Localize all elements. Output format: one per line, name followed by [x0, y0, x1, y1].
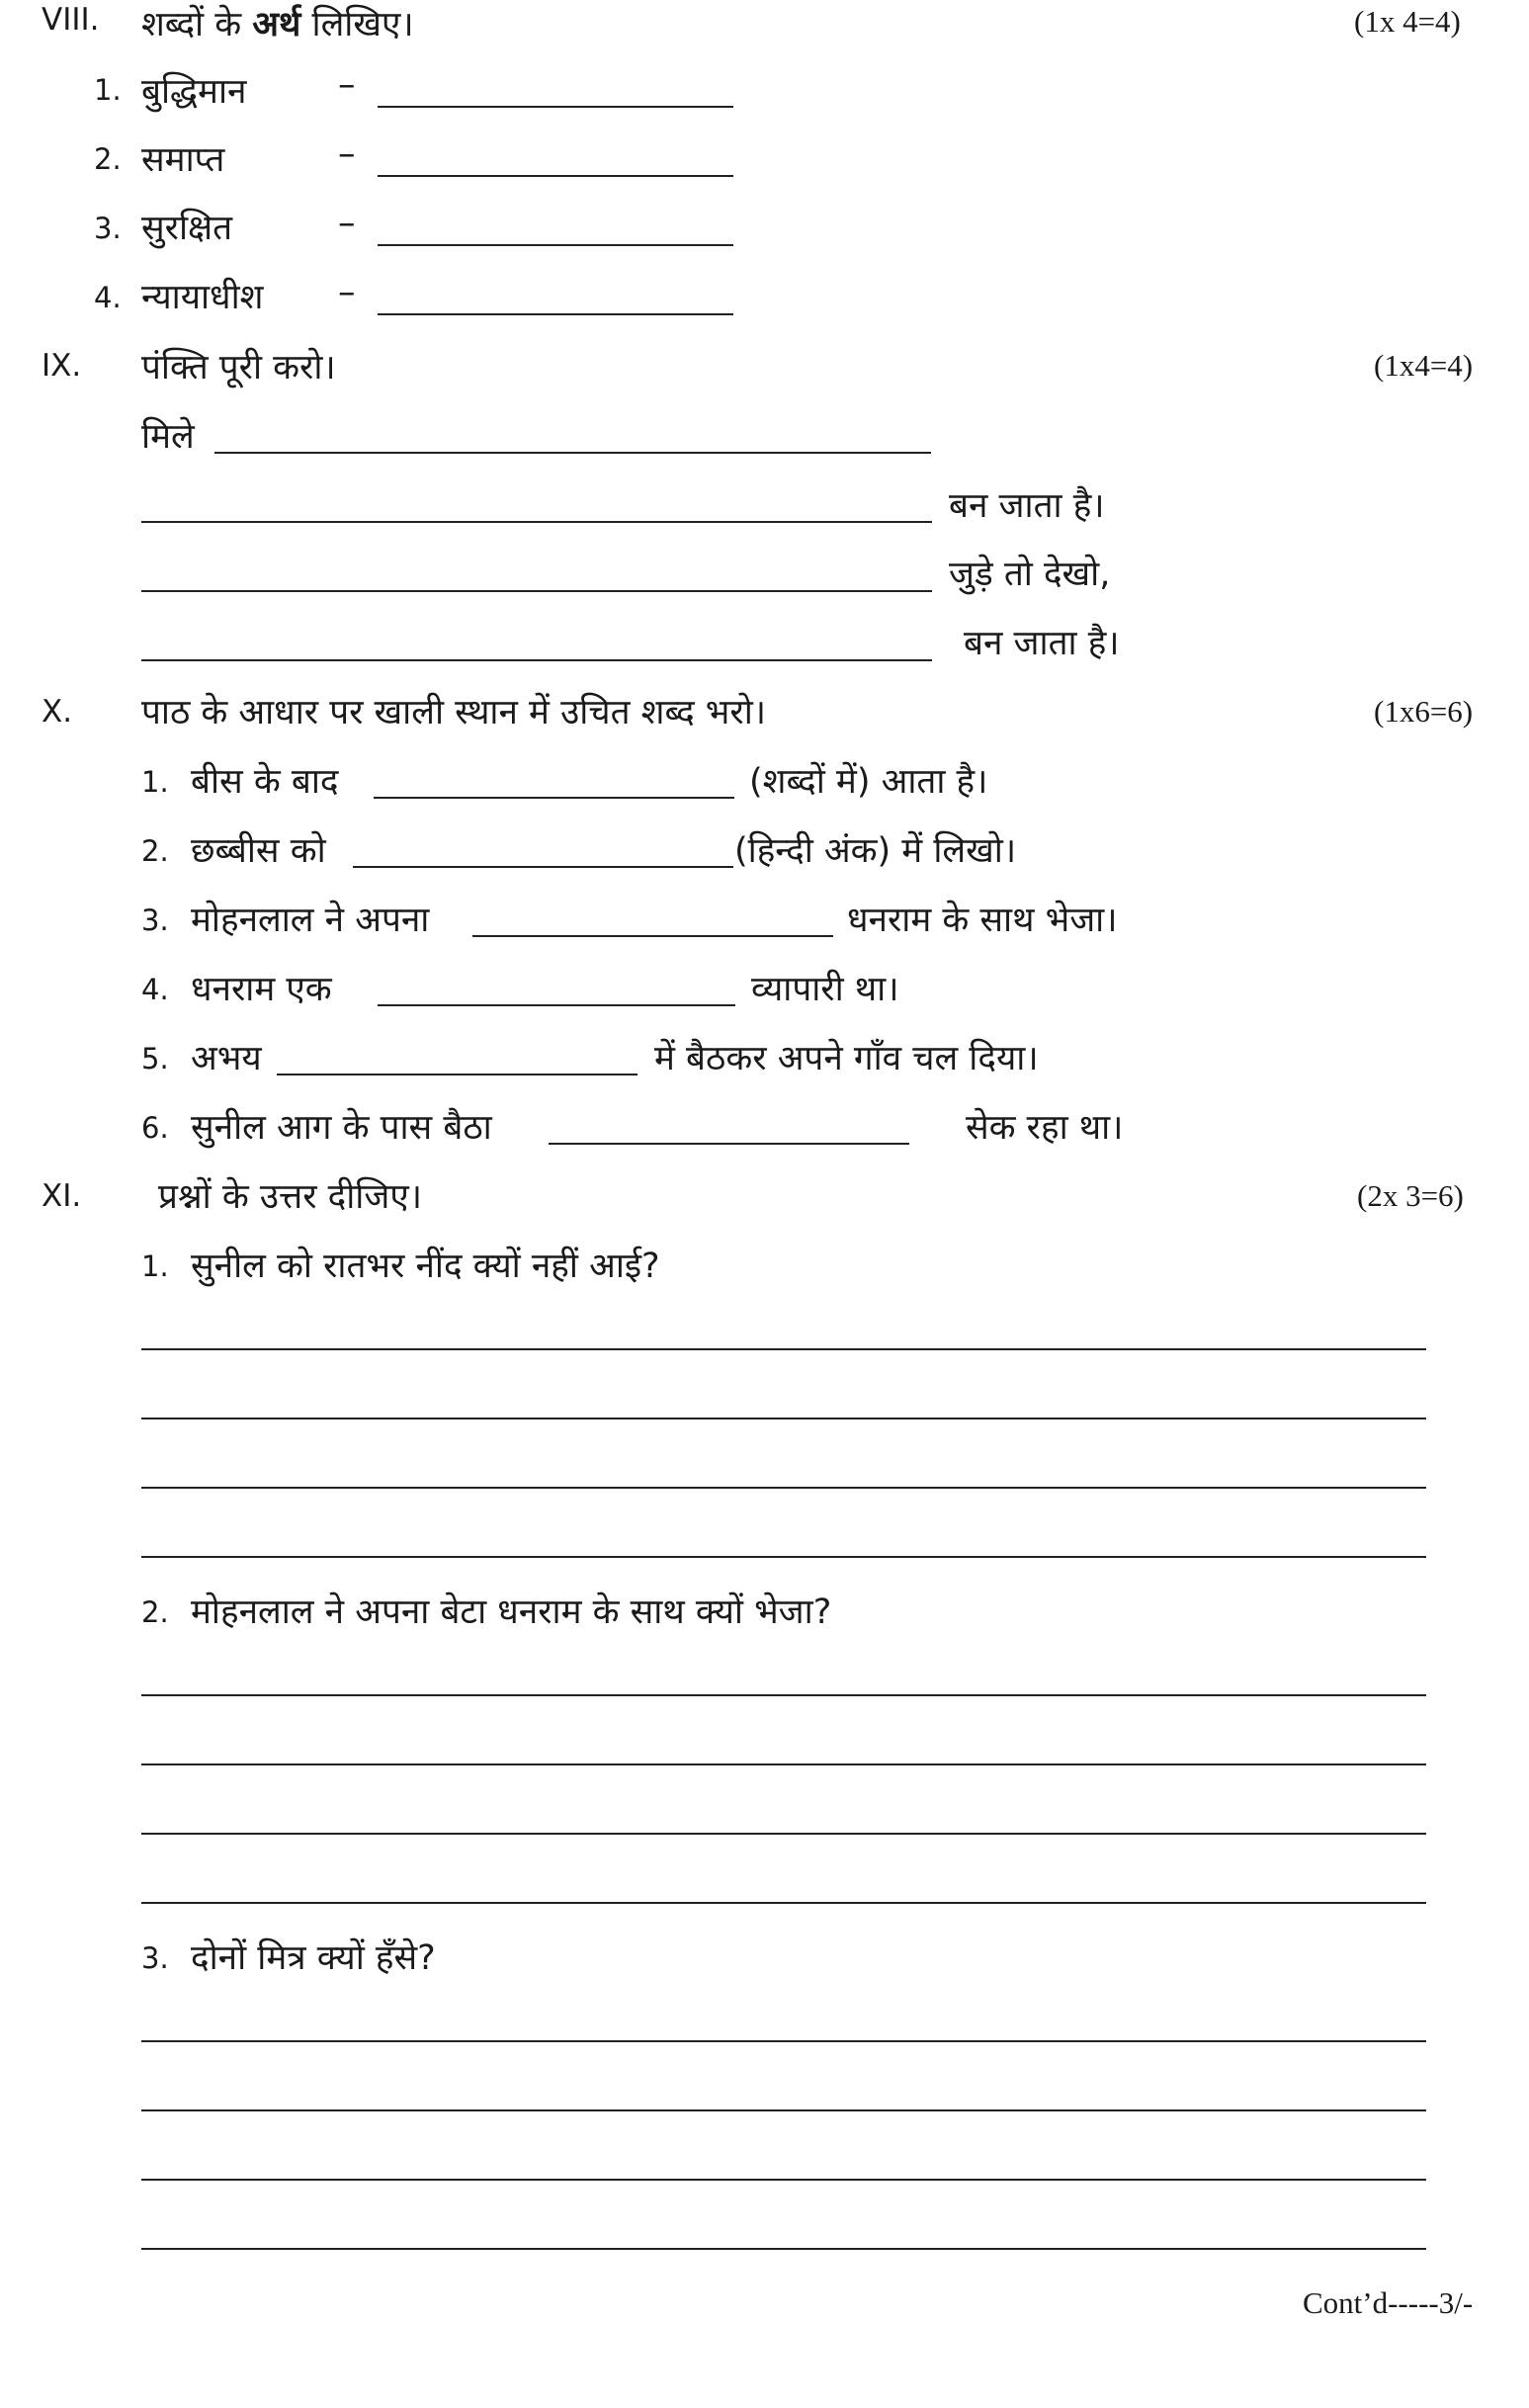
sentence-start: छब्बीस को — [191, 831, 326, 871]
section-title — [141, 0, 414, 46]
section-title: पंक्ति पूरी करो। — [141, 348, 336, 387]
answer-line[interactable] — [141, 1902, 1426, 1904]
answer-blank[interactable] — [378, 313, 733, 315]
sentence-start: धनराम एक — [191, 970, 332, 1009]
section-marks: (2x 3=6) — [1357, 1178, 1464, 1213]
section-number: X. — [42, 694, 73, 730]
question-number: 3. — [141, 1941, 169, 1975]
sentence-end: सेक रहा था। — [966, 1108, 1124, 1148]
item-number: 3. — [94, 212, 122, 245]
sentence-end: (हिन्दी अंक) में लिखो। — [734, 831, 1017, 871]
answer-blank[interactable] — [549, 1143, 909, 1145]
answer-blank[interactable] — [378, 175, 733, 177]
answer-line[interactable] — [141, 1833, 1426, 1835]
word: बुद्धिमान — [141, 72, 247, 112]
question-text: सुनील को रातभर नींद क्यों नहीं आई? — [191, 1247, 660, 1286]
word: समाप्त — [141, 140, 225, 180]
sentence-start: अभय — [191, 1039, 262, 1078]
answer-line[interactable] — [141, 1487, 1426, 1489]
dash: – — [338, 273, 356, 312]
item-number: 6. — [141, 1111, 169, 1145]
sentence-end: व्यापारी था। — [751, 970, 899, 1009]
item-number: 3. — [141, 903, 169, 937]
item-number: 2. — [94, 142, 122, 176]
line-end-text: बन जाता है। — [949, 486, 1105, 526]
sentence-start: मोहनलाल ने अपना — [191, 901, 430, 940]
answer-blank[interactable] — [378, 1004, 735, 1006]
word: न्यायाधीश — [141, 278, 264, 317]
question-text: मोहनलाल ने अपना बेटा धनराम के साथ क्यों भेजा? — [191, 1592, 832, 1632]
answer-line[interactable] — [141, 2109, 1426, 2111]
continued-footer: Cont’d-----3/- — [1303, 2285, 1474, 2320]
answer-line[interactable] — [141, 2248, 1426, 2250]
answer-blank[interactable] — [378, 106, 733, 108]
answer-line[interactable] — [141, 1763, 1426, 1765]
dash: – — [338, 204, 356, 243]
sentence-end: (शब्दों में) आता है। — [749, 762, 988, 802]
answer-blank[interactable] — [353, 866, 733, 868]
title-part: शब्दों के — [141, 5, 242, 44]
sentence-start: सुनील आग के पास बैठा — [191, 1108, 492, 1148]
line-end-text: बन जाता है। — [964, 624, 1120, 663]
question-text: दोनों मित्र क्यों हँसे? — [191, 1938, 436, 1978]
section-title: पाठ के आधार पर खाली स्थान में उचित शब्द भरो। — [141, 693, 767, 732]
line-end-text: जुड़े तो देखो, — [949, 555, 1111, 594]
answer-blank[interactable] — [141, 521, 932, 523]
section-marks: (1x6=6) — [1374, 694, 1474, 729]
section-number: IX. — [42, 348, 82, 384]
answer-line[interactable] — [141, 2040, 1426, 2042]
answer-blank[interactable] — [214, 452, 931, 454]
answer-blank[interactable] — [141, 659, 932, 661]
title-bold-part: अर्थ — [252, 5, 301, 44]
section-marks: (1x4=4) — [1374, 348, 1474, 383]
question-number: 2. — [141, 1595, 169, 1629]
item-number: 5. — [141, 1042, 169, 1075]
answer-blank[interactable] — [374, 797, 734, 799]
question-number: 1. — [141, 1249, 169, 1283]
item-number: 1. — [141, 765, 169, 799]
answer-blank[interactable] — [141, 590, 932, 592]
section-number: XI. — [42, 1178, 82, 1214]
dash: – — [338, 134, 356, 174]
sentence-start: बीस के बाद — [191, 762, 339, 802]
section-marks: (1x 4=4) — [1354, 4, 1461, 39]
section-title: प्रश्नों के उत्तर दीजिए। — [158, 1177, 422, 1217]
item-number: 4. — [141, 973, 169, 1006]
item-number: 1. — [94, 73, 122, 107]
answer-line[interactable] — [141, 2179, 1426, 2181]
answer-line[interactable] — [141, 1418, 1426, 1419]
section-number: VIII. — [42, 2, 100, 38]
line-start-text: मिले — [141, 417, 195, 457]
answer-line[interactable] — [141, 1694, 1426, 1696]
item-number: 4. — [94, 281, 122, 314]
sentence-end: धनराम के साथ भेजा। — [847, 901, 1118, 940]
item-number: 2. — [141, 834, 169, 868]
dash: – — [338, 65, 356, 105]
sentence-end: में बैठकर अपने गाँव चल दिया। — [654, 1039, 1039, 1078]
title-part: लिखिए। — [311, 5, 414, 44]
answer-line[interactable] — [141, 1556, 1426, 1558]
word: सुरक्षित — [141, 209, 233, 248]
answer-blank[interactable] — [378, 244, 733, 246]
answer-blank[interactable] — [472, 935, 833, 937]
answer-blank[interactable] — [277, 1074, 637, 1075]
answer-line[interactable] — [141, 1348, 1426, 1350]
